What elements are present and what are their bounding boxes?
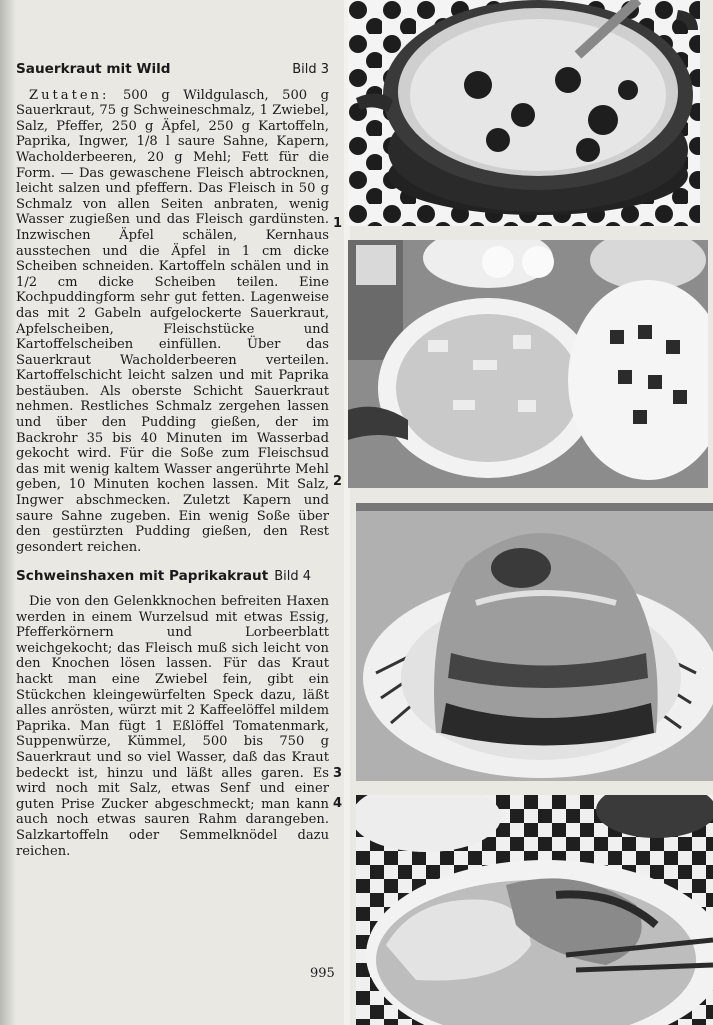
recipe-sauerkraut-mit-wild [16,62,329,555]
page-edge-shadow [0,0,16,1025]
recipe-title: Schweinshaxen mit Paprikakraut [16,568,269,585]
photo-marker-2: 2 [333,474,343,489]
photo-marker-1: 1 [333,216,343,231]
recipe-header [16,569,329,585]
schweinshaxen-illustration [356,795,713,1025]
text-column [16,62,329,859]
photo-marker-4: 4 [333,796,343,811]
recipe-body-text: 500 g Wildgulasch, 500 g Sauerkraut, 75 g Schweineschmalz, 1 Zwiebel, Salz, Pfeffer, 250 g Äpfel, 250 g Kartoffeln, Paprika, Ingwer, 1/8 l saure Sahne, Kapern, Wacholderbeeren, 20 g Mehl; Fett für die Form. — Das gewaschene Fleisch abtrocknen, leicht salzen und pfeffern. Das Fleisch in 50 g Schmalz von allen Seiten anbraten, wenig Wasser zugießen und das Fleisch gardünsten. Inzwischen Äpfel schälen, Kernhaus ausstechen und die Äpfel in 1 cm dicke Scheiben schneiden. Kartoffeln schälen und in 1/2 cm dicke Scheiben teilen. Eine Kochpuddingform sehr gut fetten. Lagenweise das mit 2 Gabeln aufgelockerte Sauerkraut, Apfelscheiben, Fleischstücke und Kartoffelscheiben einfüllen. Über das Sauerkraut Wacholderbeeren verteilen. Kartoffelschicht leicht salzen und mit Paprika bestäuben. Als oberste Schicht Sauerkraut nehmen. Restliches Schmalz zergehen lassen und über den Pudding gießen, der im Backrohr 35 bis 40 Minuten im Wasserbad gekocht wird. Für die Soße zum Fleischsud das mit wenig kaltem Wasser angerührte Mehl geben, 10 Minuten kochen lassen. Mit Salz, Ingwer abschmecken. Zuletzt Kapern und saure Sahne zugeben. Ein wenig Soße über den gestürzten Pudding gießen, den Rest gesondert reichen. [16,87,329,555]
pudding-form-illustration [348,240,708,488]
photo-pot-sauerkraut [348,0,700,226]
recipe-header [16,62,329,78]
recipe-body-text: Die von den Gelenkknochen befreiten Haxen werden in einem Wurzelsud mit etwas Essig, Pfefferkörnern und Lorbeerblatt weichgekocht; das Fleisch muß sich leicht von den Knochen lösen lassen. Für das Kraut hackt man eine Zwiebel fein, gibt ein Stückchen kleingewürfelten Speck dazu, läßt alles anrösten, würzt mit 2 Kaffeelöffel mildem Paprika. Man fügt 1 Eßlöffel Tomatenmark, Suppenwürze, Kümmel, 500 bis 750 g Sauerkraut und so viel Wasser, daß das Kraut bedeckt ist, hinzu und läßt alles garen. Es wird noch mit Salz, etwas Senf und einer guten Prise Zucker abgeschmeckt; man kann auch noch etwas sauren Rahm darangeben. Salzkartoffeln oder Semmelknödel dazu reichen. [16,594,329,859]
recipe-schweinshaxen [16,569,329,859]
page-number: 995 [310,966,335,981]
ingredients-lead: Zutaten: [29,87,110,103]
pot-illustration [348,0,700,226]
turned-pudding-illustration [356,503,713,781]
recipe-image-ref: Bild 4 [274,569,312,585]
photo-marker-3: 3 [333,766,343,781]
recipe-text [16,88,329,556]
recipe-image-ref: Bild 3 [292,62,329,77]
photo-schweinshaxen [356,795,713,1025]
photo-pudding-form [348,240,708,488]
recipe-title: Sauerkraut mit Wild [16,61,171,77]
photo-turned-pudding [356,503,713,781]
